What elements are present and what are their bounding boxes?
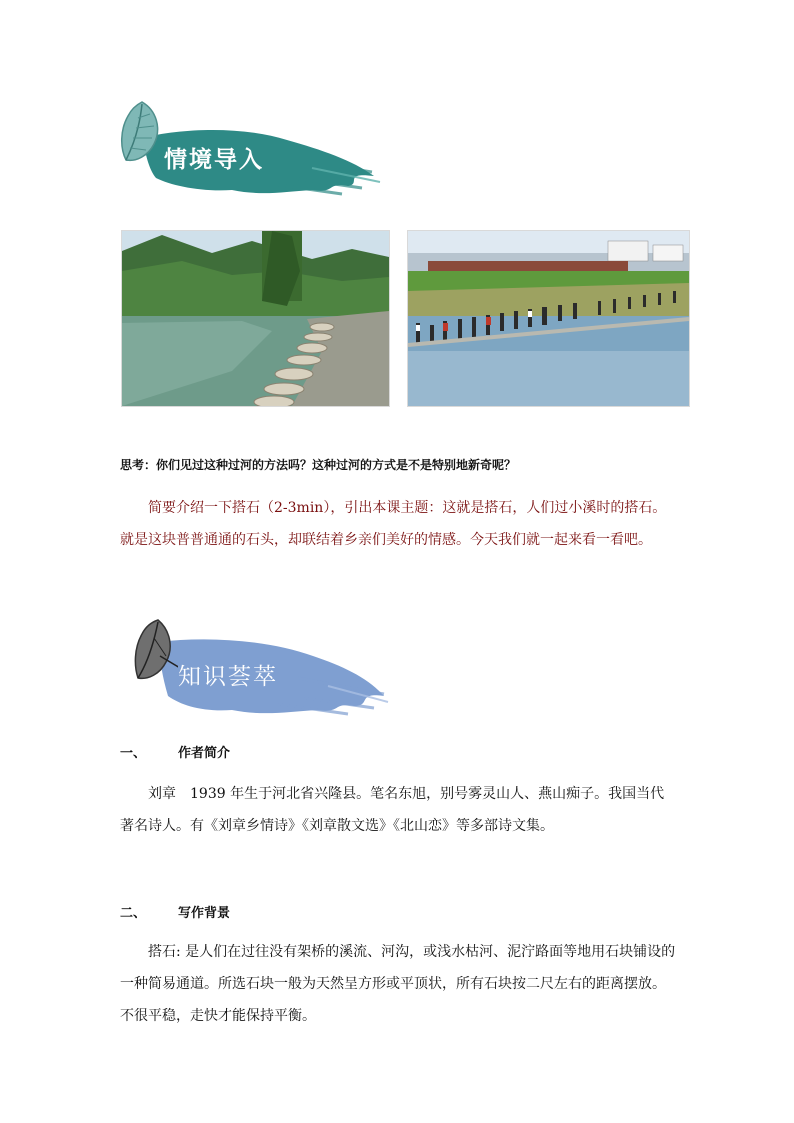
thinking-question: 思考：你们见过这种过河的方法吗？这种过河的方式是不是特别地新奇呢？ [120, 458, 517, 472]
stepping-stones-photo [121, 230, 390, 407]
background-text: 搭石: 是人们在过往没有架桥的溪流、河沟，或浅水枯河、泥泞路面等地用石块铺设的一种简易通道。所选石块一般为天然呈方形或平顶状，所有石块按二尺左右的距离摆放。不很平稳，走快才能保持平衡。 [120, 944, 676, 1024]
intro-text: 简要介绍一下搭石（2-3min），引出本课主题：这就是搭石，人们过小溪时的搭石。就是这块普普通通的石头，却联结着乡亲们美好的情感。今天我们就一起来看一看吧。 [120, 500, 667, 548]
item-number-1: 一、 [120, 746, 147, 761]
author-text: 刘章 1939 年生于河北省兴隆县。笔名东旭，别号雾灵山人、燕山痴子。我国当代著名诗人。有《刘章乡情诗》《刘章散文选》《北山恋》等多部诗文集。 [120, 786, 665, 834]
intro-paragraph [120, 492, 676, 556]
section-title-knowledge: 知识荟萃 [178, 664, 278, 690]
section-title-situation: 情境导入 [164, 147, 264, 173]
author-paragraph [120, 778, 676, 842]
section-banner-situation [112, 98, 382, 208]
crossing-people-photo [407, 230, 690, 407]
item-heading-author: 作者简介 [178, 746, 231, 761]
background-paragraph [120, 936, 676, 1032]
leaf-icon [116, 98, 166, 164]
item-number-2: 二、 [120, 906, 147, 921]
item-heading-background: 写作背景 [178, 906, 231, 921]
leaf-icon [130, 616, 178, 682]
section-banner-knowledge [128, 616, 390, 720]
